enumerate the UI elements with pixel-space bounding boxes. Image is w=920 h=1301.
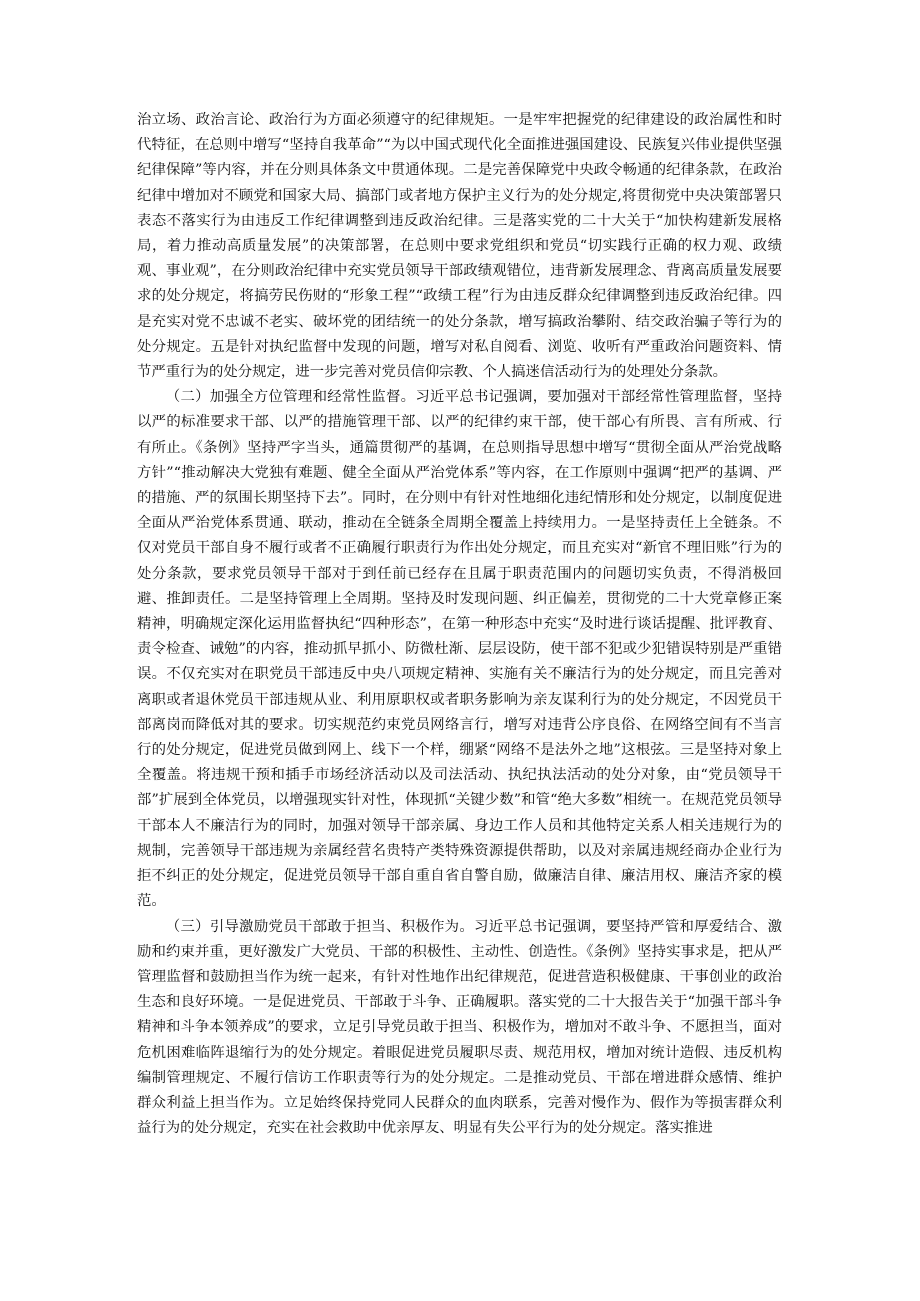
document-page [137,108,782,1141]
paragraph-section-2: （二）加强全方位管理和经常性监督。习近平总书记强调，要加强对干部经常性管理监督，坚持以严的标准要求干部、以严的措施管理干部、以严的纪律约束干部，使干部心有所畏、言有所戒、行有所止。《条例》坚持严字当头，通篇贯彻严的基调，在总则指导思想中增写“贯彻全面从严治党战略方针”“推动解决大党独有难题、健全全面从严治党体系”等内容，在工作原则中强调“把严的基调、严的措施、严的氛围长期坚持下去”。同时，在分则中有针对性地细化违纪情形和处分规定，以制度促进全面从严治党体系贯通、联动，推动在全链条全周期全覆盖上持续用力。一是坚持责任上全链条。不仅对党员干部自身不履行或者不正确履行职责行为作出处分规定，而且充实对“新官不理旧账”行为的处分条款，要求党员领导干部对于到任前已经存在且属于职责范围内的问题切实负责，不得消极回避、推卸责任。二是坚持管理上全周期。坚持及时发现问题、纠正偏差，贯彻党的二十大党章修正案精神，明确规定深化运用监督执纪“四种形态”，在第一种形态中充实“及时进行谈话提醒、批评教育、责令检查、诫勉”的内容，推动抓早抓小、防微杜渐、层层设防，使干部不犯或少犯错误特别是严重错误。不仅充实对在职党员干部违反中央八项规定精神、实施有关不廉洁行为的处分规定，而且完善对离职或者退休党员干部违规从业、利用原职权或者职务影响为亲友谋利行为的处分规定，不因党员干部离岗而降低对其的要求。切实规范约束党员网络言行，增写对违背公序良俗、在网络空间有不当言行的处分规定，促进党员做到网上、线下一个样，绷紧“网络不是法外之地”这根弦。三是坚持对象上全覆盖。将违规干预和插手市场经济活动以及司法活动、执纪执法活动的处分对象，由“党员领导干部”扩展到全体党员，以增强现实针对性，体现抓“关键少数”和管“绝大多数”相统一。在规范党员领导干部本人不廉洁行为的同时，加强对领导干部亲属、身边工作人员和其他特定关系人相关违规行为的规制，完善领导干部违规为亲属经营名贵特产类特殊资源提供帮助，以及对亲属违规经商办企业行为拒不纠正的处分规定，促进党员领导干部自重自省自警自励，做廉洁自律、廉洁用权、廉洁齐家的模范。 [137,389,782,910]
paragraph-section-3: （三）引导激励党员干部敢于担当、积极作为。习近平总书记强调，要坚持严管和厚爱结合、激励和约束并重，更好激发广大党员、干部的积极性、主动性、创造性。《条例》坚持实事求是，把从严管理监督和鼓励担当作为统一起来，有针对性地作出纪律规范，促进营造积极健康、干事创业的政治生态和良好环境。一是促进党员、干部敢于斗争、正确履职。落实党的二十大报告关于“加强干部斗争精神和斗争本领养成”的要求，立足引导党员敢于担当、积极作为，增加对不敢斗争、不愿担当，面对危机困难临阵退缩行为的处分规定。着眼促进党员履职尽责、规范用权，增加对统计造假、违反机构编制管理规定、不履行信访工作职责等行为的处分规定。二是推动党员、干部在增进群众感情、维护群众利益上担当作为。立足始终保持党同人民群众的血肉联系，完善对慢作为、假作为等损害群众利益行为的处分规定，充实在社会救助中优亲厚友、明显有失公平行为的处分规定。落实推进 [137,918,782,1137]
paragraph-continuation: 治立场、政治言论、政治行为方面必须遵守的纪律规矩。一是牢牢把握党的纪律建设的政治属性和时代特征，在总则中增写“坚持自我革命”“为以中国式现代化全面推进强国建设、民族复兴伟业提供坚强纪律保障”等内容，并在分则具体条文中贯通体现。二是完善保障党中央政令畅通的纪律条款，在政治纪律中增加对不顾党和国家大局、搞部门或者地方保护主义行为的处分规定,将贯彻党中央决策部署只表态不落实行为由违反工作纪律调整到违反政治纪律。三是落实党的二十大关于“加快构建新发展格局，着力推动高质量发展”的决策部署，在总则中要求党组织和党员“切实践行正确的权力观、政绩观、事业观”，在分则政治纪律中充实党员领导干部政绩观错位，违背新发展理念、背离高质量发展要求的处分规定，将搞劳民伤财的“形象工程”“政绩工程”行为由违反群众纪律调整到违反政治纪律。四是充实对党不忠诚不老实、破坏党的团结统一的处分条款，增写搞政治攀附、结交政治骗子等行为的处分规定。五是针对执纪监督中发现的问题，增写对私自阅看、浏览、收听有严重政治问题资料、情节严重行为的处分规定，进一步完善对党员信仰宗教、个人搞迷信活动行为的处理处分条款。 [137,112,782,381]
